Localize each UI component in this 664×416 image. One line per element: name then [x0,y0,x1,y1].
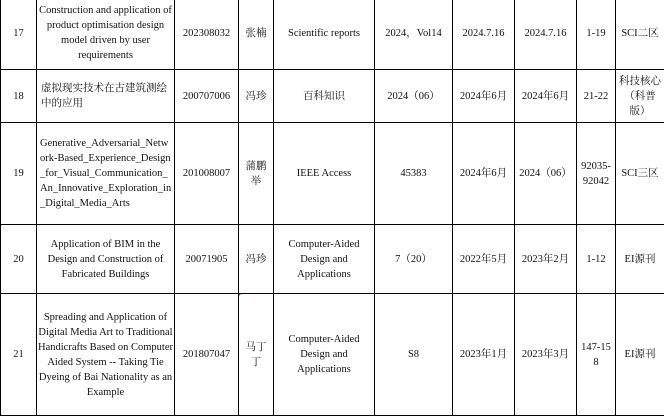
page-range: 1-19 [577,0,616,70]
publish-date: 2024年6月 [453,70,515,123]
row-number: 19 [1,123,37,225]
journal-level: SCI二区 [616,0,664,70]
journal-name: IEEE Access [274,123,375,225]
author-name [239,294,274,416]
table-row [1,225,664,294]
journal-level: EI源刊 [616,225,664,294]
employee-id: 201807047 [175,294,239,416]
paper-title: Generative_Adversarial_Network-Based_Experience_Design_for_Visual_Communication_An_Innovative_Exploration_in_Digital_Media_Arts [37,123,175,225]
journal-name: Computer-Aided Design and Applications [274,294,375,416]
page-range: 1-12 [577,225,616,294]
accept-date: 2023年3月 [515,294,577,416]
author-name-text: 马丁丁 [246,342,267,368]
volume-issue: 7（20） [375,225,453,294]
volume-issue: S8 [375,294,453,416]
row-number: 20 [1,225,37,294]
table-row [1,0,664,70]
paper-title: Application of BIM in the Design and Construction of Fabricated Buildings [37,225,175,294]
employee-id: 202308032 [175,0,239,70]
author-name: 张楠 [239,0,274,70]
accept-date: 2023年2月 [515,225,577,294]
accept-date: 2024年6月 [515,70,577,123]
accept-date: 2024.7.16 [515,0,577,70]
publish-date: 2024.7.16 [453,0,515,70]
publish-date: 2023年1月 [453,294,515,416]
comment-marker-icon [239,294,243,297]
volume-issue: 2024，Vol14 [375,0,453,70]
journal-name: Computer-Aided Design and Applications [274,225,375,294]
row-number: 21 [1,294,37,416]
accept-date: 2024（06） [515,123,577,225]
author-name: 蒲鹏举 [239,123,274,225]
page-range: 21-22 [577,70,616,123]
publish-date: 2022年5月 [453,225,515,294]
journal-level: SCI三区 [616,123,664,225]
table-row [1,123,664,225]
volume-issue: 45383 [375,123,453,225]
journal-name: 百科知识 [274,70,375,123]
table-row [1,294,664,416]
journal-level: EI源刊 [616,294,664,416]
table-row [1,70,664,123]
employee-id: 200707006 [175,70,239,123]
journal-name: Scientific reports [274,0,375,70]
employee-id: 20071905 [175,225,239,294]
paper-title: Construction and application of product optimisation design model driven by user requirements [37,0,175,70]
author-name: 冯珍 [239,225,274,294]
paper-title: 虚拟现实技术在古建筑测绘中的应用 [37,70,175,123]
row-number: 17 [1,0,37,70]
paper-title: Spreading and Application of Digital Media Art to Traditional Handicrafts Based on Computer Aided System -- Taking Tie Dyeing of Bai Nationality as an Example [37,294,175,416]
journal-level: 科技核心（科普版） [616,70,664,123]
employee-id: 201008007 [175,123,239,225]
publish-date: 2024年6月 [453,123,515,225]
volume-issue: 2024（06） [375,70,453,123]
page-range: 147-158 [577,294,616,416]
author-name: 冯珍 [239,70,274,123]
page-range: 92035-92042 [577,123,616,225]
row-number: 18 [1,70,37,123]
